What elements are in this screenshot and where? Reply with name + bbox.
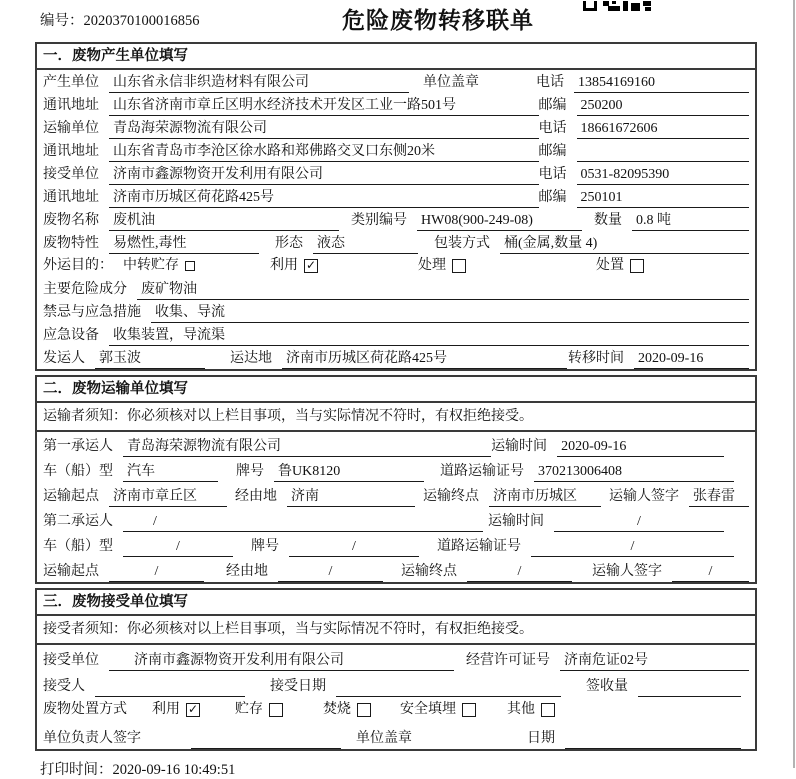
producer-unit-value: 山东省永信非织造材料有限公司 [109,73,409,93]
received-amount-label: 签收量 [586,679,628,694]
option-label: 处置 [596,257,624,273]
receive-date-value [336,677,561,697]
transport-unit-value: 青岛海荣源物流有限公司 [109,119,539,139]
option-label: 安全填埋 [400,702,456,717]
receive-date-label: 接受日期 [270,679,326,694]
row-first-carrier [37,432,755,457]
disposal-option-other [507,700,555,720]
row-producer-unit [37,70,755,93]
zip-label: 邮编 [538,98,567,113]
row-receiver-person [37,671,755,697]
row-dispatcher [37,346,755,369]
quantity-value: 0.8 吨 [632,211,749,231]
phone-label: 电话 [538,121,567,136]
producer-phone-value: 13854169160 [574,73,749,93]
form-label: 形态 [275,236,303,251]
phone-label: 电话 [538,167,567,182]
via-value: / [278,562,383,582]
section-producer [35,42,757,371]
row-emergency-equipment [37,323,755,346]
receiver-unit-value: 济南市鑫源物资开发利用有限公司 [109,165,539,185]
license-label: 经营许可证号 [466,653,550,668]
producer-zip-value: 250200 [577,96,749,116]
print-time-label: 打印时间： [40,762,113,778]
dispatcher-label: 发运人 [43,351,85,366]
row-transport-unit [37,116,755,139]
serial-label: 编号： [40,13,84,29]
purpose-option-dispose [596,256,644,276]
disposal-method-label: 废物处置方式 [43,702,127,717]
producer-address-value: 山东省济南市章丘区明水经济技术开发区工业一路501号 [109,96,539,116]
via-label: 经由地 [235,489,277,504]
section-receiver-heading: 三．废物接受单位填写 [37,590,755,616]
row-receiver-address [37,185,755,208]
section-transporter [35,375,757,584]
transport-phone-value: 18661672606 [577,119,749,139]
row-route-2 [37,557,755,582]
road-permit-label: 道路运输证号 [440,464,524,479]
date-value [565,729,741,749]
receiver-person-value [95,677,245,697]
row-hazard-component [37,277,755,300]
option-label: 中转贮存 [123,257,179,273]
checkbox-dispose [630,259,644,273]
waste-character-label: 废物特性 [43,236,99,251]
checkbox-use: ✓ [305,257,317,272]
option-label: 焚烧 [323,702,351,717]
disposal-option-use [152,700,200,720]
emergency-equipment-value: 收集装置，导流渠 [109,326,749,346]
checkbox-store [269,703,283,717]
date-label: 日期 [527,731,555,746]
option-label: 其他 [507,702,535,717]
row-producer-address [37,93,755,116]
purpose-option-storage [123,256,195,276]
receiving-unit-value: 济南市鑫源物资开发利用有限公司 [109,651,454,671]
qr-code-icon [583,0,651,16]
zip-label: 邮编 [538,190,567,205]
responsible-signature-label: 单位负责人签字 [43,731,141,746]
serial-value: 2020370100016856 [83,13,200,29]
hazard-component-value: 废矿物油 [137,280,749,300]
row-receiver-unit [37,162,755,185]
origin-label: 运输起点 [43,564,99,579]
quantity-label: 数量 [594,213,622,228]
address-label: 通讯地址 [43,98,99,113]
road-permit-value: / [531,537,734,557]
receiver-person-label: 接受人 [43,679,85,694]
row-transfer-purpose [37,254,755,277]
dispatcher-value: 郭玉波 [95,349,205,369]
row-emergency-measures [37,300,755,323]
transfer-time-label: 转移时间 [568,351,624,366]
page-title: 危险废物转移联单 [342,8,534,33]
checkbox-treat [452,259,466,273]
disposal-option-incinerate [323,700,371,720]
destination-label: 运达地 [230,351,272,366]
waste-name-value: 废机油 [109,211,339,231]
endpoint-label: 运输终点 [401,564,457,579]
endpoint-value: / [467,562,572,582]
carrier-signature-label: 运输人签字 [592,564,662,579]
vehicle-type-label: 车（船）型 [43,464,113,479]
carrier-signature-value: 张春雷 [689,487,749,507]
address-label: 通讯地址 [43,190,99,205]
section-producer-heading: 一．废物产生单位填写 [37,44,755,70]
emergency-measures-label: 禁忌与应急措施 [43,305,141,320]
option-label: 利用 [270,257,298,273]
transport-address-value: 山东省青岛市李沧区徐水路和郑佛路交叉口东侧20米 [109,142,539,162]
transport-unit-label: 运输单位 [43,121,99,136]
transfer-time-value: 2020-09-16 [634,349,749,369]
carrier-signature-value: / [672,562,749,582]
receiver-phone-value: 0531-82095390 [577,165,749,185]
transport-zip-value [577,142,749,162]
transporter-notice: 运输者须知：你必须核对以上栏目事项，当与实际情况不符时，有权拒绝接受。 [37,403,755,432]
second-carrier-label: 第二承运人 [43,514,113,529]
vehicle-type-value: / [123,537,233,557]
waste-name-label: 废物名称 [43,213,99,228]
row-vehicle-2 [37,532,755,557]
producer-unit-label: 产生单位 [43,75,99,90]
vehicle-type-label: 车（船）型 [43,539,113,554]
option-label: 利用 [152,702,180,717]
row-second-carrier [37,507,755,532]
second-carrier-value: / [123,512,483,532]
checkbox-use: ✓ [187,702,199,716]
hazard-component-label: 主要危险成分 [43,282,127,297]
via-value: 济南 [287,487,415,507]
row-waste-name [37,208,755,231]
row-disposal-method [37,697,755,723]
receiver-notice: 接受者须知：你必须核对以上栏目事项，当与实际情况不符时，有权拒绝接受。 [37,616,755,645]
disposal-option-landfill [400,700,476,720]
form-value: 液态 [313,234,418,254]
origin-label: 运输起点 [43,489,99,504]
row-responsible-signature [37,723,755,749]
receiver-unit-label: 接受单位 [43,167,99,182]
receiving-unit-label: 接受单位 [43,653,99,668]
plate-label: 牌号 [236,464,264,479]
vehicle-type-value: 汽车 [123,462,218,482]
row-transport-address [37,139,755,162]
emergency-equipment-label: 应急设备 [43,328,99,343]
section-receiver [35,588,757,751]
checkbox-storage [185,261,195,271]
transport-time-label: 运输时间 [488,514,544,529]
row-vehicle-1 [37,457,755,482]
manifest-form [35,42,757,751]
checkbox-other [541,703,555,717]
page-edge-line [793,0,795,768]
packing-value: 桶(金属,数量 4) [500,234,749,254]
endpoint-label: 运输终点 [423,489,479,504]
first-carrier-value: 青岛海荣源物流有限公司 [123,437,491,457]
disposal-option-store [235,700,283,720]
receiver-zip-value: 250101 [577,188,749,208]
road-permit-label: 道路运输证号 [437,539,521,554]
print-time-value: 2020-09-16 10:49:51 [112,762,236,778]
unit-seal-label: 单位盖章 [423,75,479,90]
phone-label: 电话 [536,75,564,90]
section-transporter-heading: 二．废物运输单位填写 [37,377,755,403]
document-header [0,0,796,42]
transport-time-value: 2020-09-16 [557,437,724,457]
option-label: 处理 [418,257,446,273]
row-waste-character [37,231,755,254]
transfer-purpose-label: 外运目的： [43,257,113,273]
serial-number [40,9,200,30]
transport-time-value: / [554,512,724,532]
purpose-option-use [270,256,318,276]
row-route-1 [37,482,755,507]
option-label: 贮存 [235,702,263,717]
waste-character-value: 易燃性,毒性 [109,234,259,254]
checkbox-landfill [462,703,476,717]
receiver-address-value: 济南市历城区荷花路425号 [109,188,539,208]
purpose-option-treat [418,256,466,276]
road-permit-value: 370213006408 [534,462,734,482]
print-time [40,758,796,779]
transport-time-label: 运输时间 [491,439,548,454]
row-receiving-unit [37,645,755,671]
category-code-label: 类别编号 [351,213,407,228]
emergency-measures-value: 收集、导流 [151,303,749,323]
endpoint-value: 济南市历城区 [489,487,601,507]
zip-label: 邮编 [538,144,567,159]
plate-value: 鲁UK8120 [274,462,424,482]
license-value: 济南危证02号 [560,651,749,671]
checkbox-incinerate [357,703,371,717]
via-label: 经由地 [226,564,268,579]
category-code-value: HW08(900-249-08) [417,211,582,231]
address-label: 通讯地址 [43,144,99,159]
first-carrier-label: 第一承运人 [43,439,113,454]
carrier-signature-label: 运输人签字 [609,489,679,504]
unit-seal-label: 单位盖章 [356,731,412,746]
responsible-signature-value [191,729,341,749]
origin-value: 济南市章丘区 [109,487,227,507]
destination-value: 济南市历城区荷花路425号 [282,349,567,369]
plate-value: / [289,537,419,557]
received-amount-value [638,677,741,697]
origin-value: / [109,562,204,582]
packing-label: 包装方式 [434,236,490,251]
plate-label: 牌号 [251,539,279,554]
